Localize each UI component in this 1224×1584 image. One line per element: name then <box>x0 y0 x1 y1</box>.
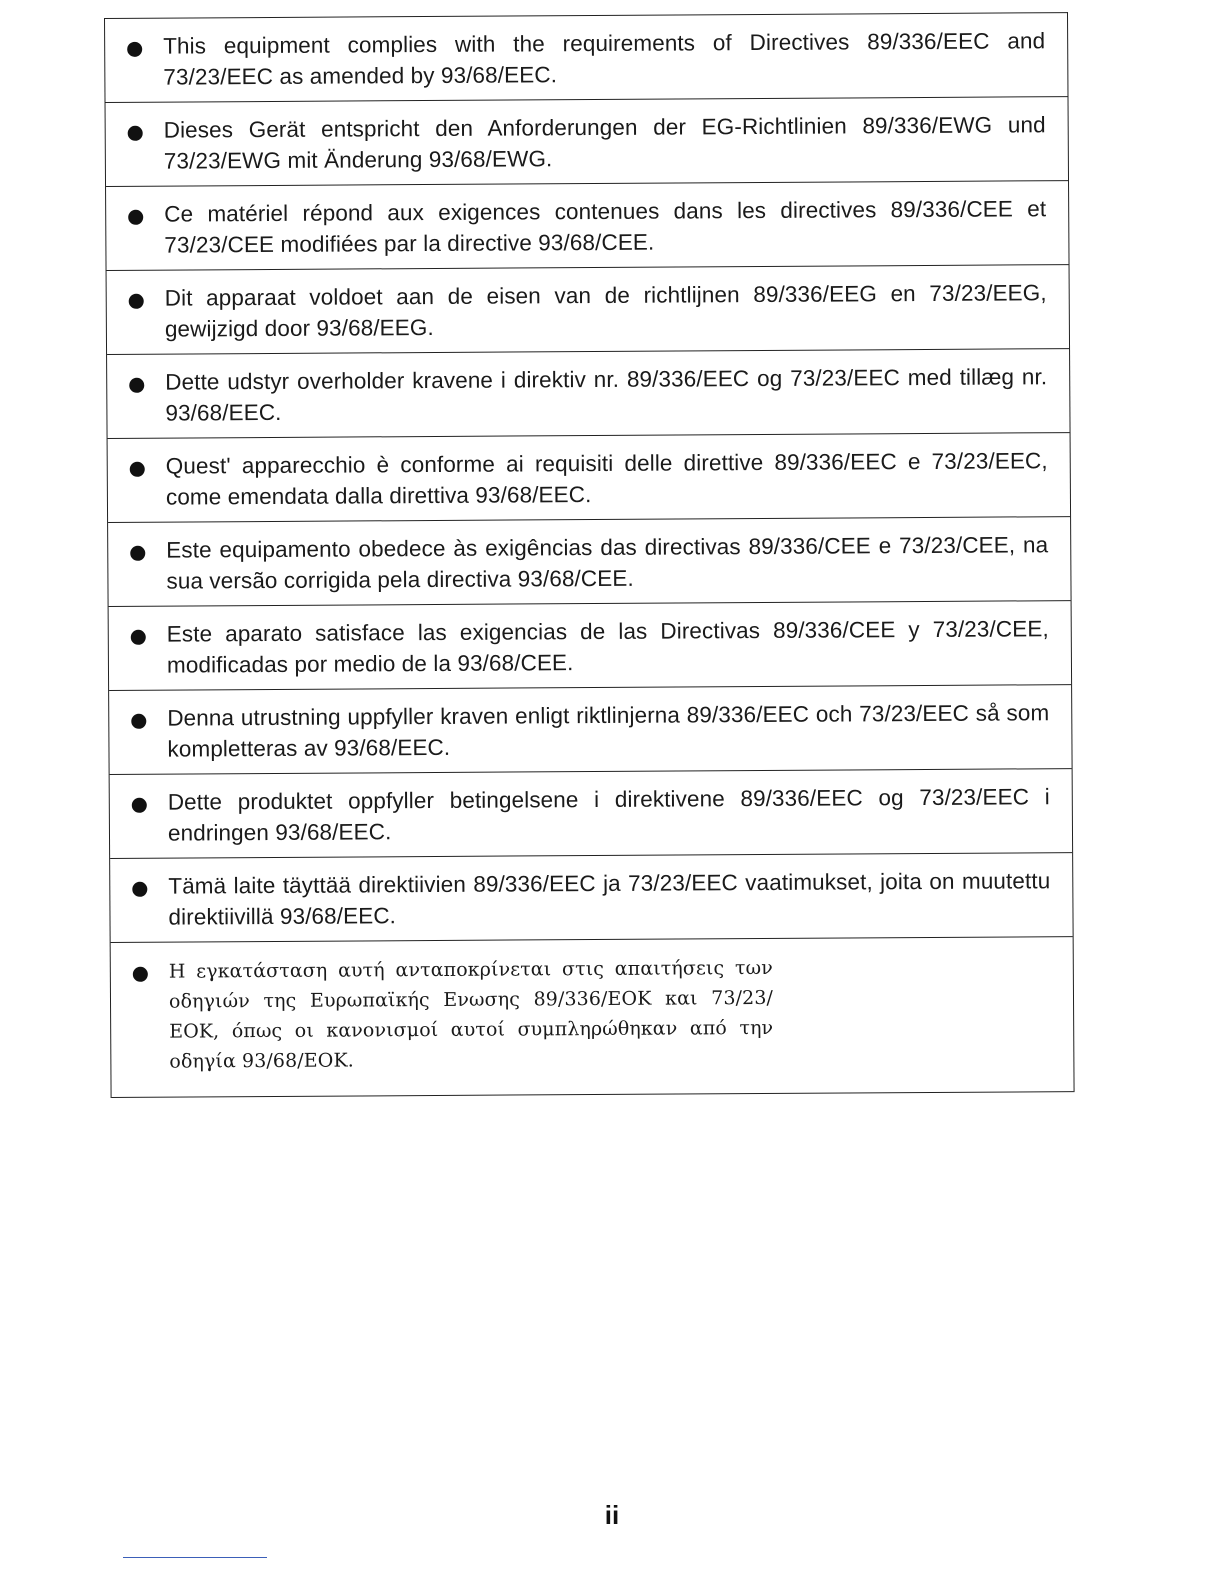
notice-row-danish <box>107 349 1069 439</box>
notice-row-dutch <box>107 265 1069 355</box>
footer-rule <box>123 1557 267 1558</box>
notice-row-german <box>106 97 1068 187</box>
notice-text-portuguese: Este equipamento obedece às exigências das directivas 89/336/CEE e 73/23/CEE, na sua versão corrigida pela directiva 93/68/CEE. <box>166 532 1049 594</box>
notice-text-finnish: Tämä laite täyttää direktiivien 89/336/EEC ja 73/23/EEC vaatimukset, joita on muutettu direktiivillä 93/68/EEC. <box>168 868 1051 930</box>
bullet-icon <box>131 630 146 645</box>
notice-text-danish: Dette udstyr overholder kravene i direktiv nr. 89/336/EEC og 73/23/EEC med tillæg nr. 93/68/EEC. <box>165 364 1048 426</box>
notice-text-spanish: Este aparato satisface las exigencias de las Directivas 89/336/CEE y 73/23/CEE, modificadas por medio de la 93/68/CEE. <box>166 616 1049 678</box>
notice-row-norwegian <box>110 769 1072 859</box>
notice-text-swedish: Denna utrustning uppfyller kraven enligt riktlinjerna 89/336/EEC och 73/23/EEC så som kompletteras av 93/68/EEC. <box>167 700 1050 762</box>
notice-row-italian <box>108 433 1070 523</box>
bullet-icon <box>128 126 143 141</box>
bullet-icon <box>130 546 145 561</box>
bullet-icon <box>133 967 148 982</box>
bullet-icon <box>129 378 144 393</box>
notice-row-english <box>105 13 1067 103</box>
notice-row-french <box>106 181 1068 271</box>
page-number: ii <box>604 1500 620 1530</box>
bullet-icon <box>127 42 142 57</box>
bullet-icon <box>132 798 147 813</box>
notice-text-french: Ce matériel répond aux exigences contenues dans les directives 89/336/CEE et 73/23/CEE modifiées par la directive 93/68/CEE. <box>164 196 1047 258</box>
notice-row-swedish <box>109 685 1071 775</box>
notice-text-italian: Quest' apparecchio è conforme ai requisiti delle direttive 89/336/EEC e 73/23/EEC, come emendata dalla direttiva 93/68/EEC. <box>165 448 1048 510</box>
bullet-icon <box>130 462 145 477</box>
bullet-icon <box>129 294 144 309</box>
bullet-icon <box>131 714 146 729</box>
notice-text-greek: Η εγκατάσταση αυτή ανταποκρίνεται στις απαιτήσεις των οδηγιών της Ευρωπαϊκής Ενωσης 89/336/ΕΟΚ και 73/23/ΕΟΚ, όπως οι κανονισμοί αυτοί συμπληρώθηκαν από την οδηγία 93/68/ΕΟΚ. <box>168 956 774 1073</box>
notice-row-finnish <box>110 853 1072 943</box>
compliance-notice-table <box>104 12 1075 1098</box>
bullet-icon <box>132 882 147 897</box>
notice-text-norwegian: Dette produktet oppfyller betingelsene i direktivene 89/336/EEC og 73/23/EEC i endringen 93/68/EEC. <box>167 784 1050 846</box>
notice-text-german: Dieses Gerät entspricht den Anforderungen der EG-Richtlinien 89/336/EWG und 73/23/EWG mit Änderung 93/68/EWG. <box>163 112 1046 174</box>
notice-row-greek <box>111 937 1074 1098</box>
notice-row-spanish <box>109 601 1071 691</box>
bullet-icon <box>128 210 143 225</box>
notice-text-english: This equipment complies with the requirements of Directives 89/336/EEC and 73/23/EEC as amended by 93/68/EEC. <box>163 28 1046 90</box>
notice-row-portuguese <box>108 517 1070 607</box>
notice-text-dutch: Dit apparaat voldoet aan de eisen van de richtlijnen 89/336/EEG en 73/23/EEG, gewijzigd door 93/68/EEG. <box>164 280 1047 342</box>
